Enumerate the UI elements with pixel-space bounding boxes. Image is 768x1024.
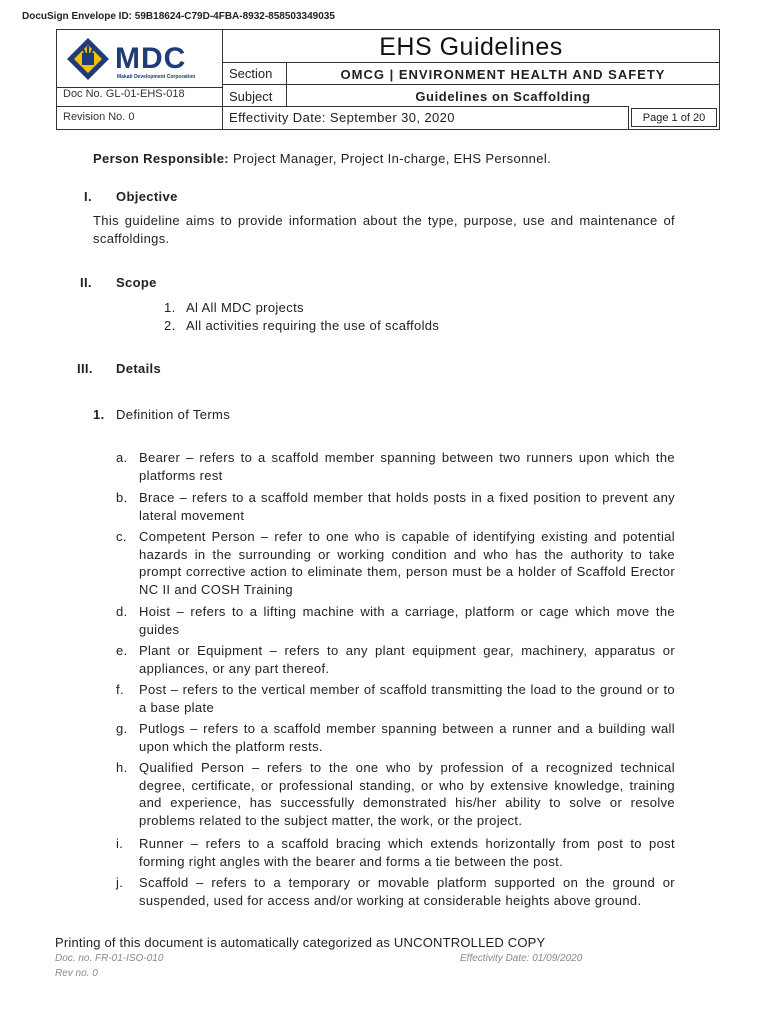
term-definition: Post – refers to the vertical member of scaffold transmitting the load to the ground or to a base plate bbox=[139, 682, 675, 715]
details-number: III. bbox=[77, 361, 93, 376]
term-definition: Plant or Equipment – refers to any plant equipment gear, machinery, apparatus or appliances, or any part thereof. bbox=[139, 643, 675, 676]
logo-subtitle: Makati Development Corporation bbox=[117, 74, 196, 80]
term-definition: Competent Person – refer to one who is capable of identifying existing and potential hazards in the surrounding or working condition and who has the authority to take prompt corrective action to eliminate them, person must be a holder of Scaffold Erector NC II and COSH Training bbox=[139, 529, 675, 597]
doc-number: Doc No. GL-01-EHS-018 bbox=[57, 87, 223, 106]
term-letter: g. bbox=[116, 721, 128, 736]
footer-revision: Rev no. 0 bbox=[55, 968, 98, 979]
term-definition: Bearer – refers to a scaffold member spanning between two runners upon which the platforms rest bbox=[139, 450, 675, 483]
term-definition: Brace – refers to a scaffold member that holds posts in a fixed position to prevent any lateral movement bbox=[139, 490, 675, 523]
footer-doc-number: Doc. no. FR-01-ISO-010 bbox=[55, 953, 164, 964]
term-definition: Runner – refers to a scaffold bracing which extends horizontally from post to post forming right angles with the bearer and forms a tie between the post. bbox=[139, 836, 675, 869]
objective-text: This guideline aims to provide information about the type, purpose, use and maintenance of scaffoldings. bbox=[93, 213, 675, 246]
term-letter: d. bbox=[116, 604, 128, 619]
person-responsible-label: Person Responsible: bbox=[93, 151, 229, 166]
company-logo bbox=[57, 30, 223, 87]
term-letter: j. bbox=[116, 875, 124, 890]
term-letter: i. bbox=[116, 836, 124, 851]
section-label: Section bbox=[223, 62, 287, 84]
document-title: EHS Guidelines bbox=[379, 33, 563, 61]
term-letter: e. bbox=[116, 643, 128, 658]
subject-label: Subject bbox=[223, 84, 287, 106]
effectivity-date: Effectivity Date: September 30, 2020 bbox=[223, 106, 629, 129]
term-definition: Scaffold – refers to a temporary or movable platform supported on the ground or suspended, used for access and/or working at considerable heights above ground. bbox=[139, 875, 675, 908]
definitions-heading: Definition of Terms bbox=[116, 407, 231, 422]
objective-number: I. bbox=[84, 189, 92, 204]
subject-value: Guidelines on Scaffolding bbox=[287, 84, 719, 106]
logo-wordmark: MDC bbox=[115, 42, 187, 75]
docusign-envelope-id: DocuSign Envelope ID: 59B18624-C79D-4FBA-8932-858503349035 bbox=[22, 11, 335, 22]
scope-item-num: 1. bbox=[164, 300, 176, 315]
term-definition: Qualified Person – refers to the one who by profession of a recognized technical degree, certificate, or professional standing, or who by extensive knowledge, training and experience, has successfully demonstrated his/her ability to solve or resolve problems related to the subject matter, the work, or the project. bbox=[139, 760, 675, 828]
mdc-logo-icon bbox=[65, 36, 111, 82]
scope-item: Al All MDC projects bbox=[186, 300, 304, 315]
term-definition: Putlogs – refers to a scaffold member spanning between a runner and a building wall upon which the platform rests. bbox=[139, 721, 675, 754]
scope-item: All activities requiring the use of scaffolds bbox=[186, 318, 440, 333]
details-heading: Details bbox=[116, 361, 162, 376]
scope-heading: Scope bbox=[116, 275, 157, 290]
document-header-table bbox=[56, 29, 720, 130]
scope-number: II. bbox=[80, 275, 92, 290]
person-responsible-value: Project Manager, Project In-charge, EHS Personnel. bbox=[232, 151, 552, 166]
revision-number: Revision No. 0 bbox=[57, 106, 223, 129]
section-value: OMCG | ENVIRONMENT HEALTH AND SAFETY bbox=[287, 62, 719, 84]
term-letter: f. bbox=[116, 682, 124, 697]
uncontrolled-copy-notice: Printing of this document is automatically categorized as UNCONTROLLED COPY bbox=[55, 935, 546, 950]
term-letter: a. bbox=[116, 450, 128, 465]
term-letter: b. bbox=[116, 490, 128, 505]
page-number: Page 1 of 20 bbox=[631, 108, 717, 127]
term-definition: Hoist – refers to a lifting machine with a carriage, platform or cage which move the guides bbox=[139, 604, 675, 637]
objective-heading: Objective bbox=[116, 189, 178, 204]
term-letter: h. bbox=[116, 760, 128, 775]
term-letter: c. bbox=[116, 529, 127, 544]
definitions-number: 1. bbox=[93, 407, 105, 422]
scope-item-num: 2. bbox=[164, 318, 176, 333]
footer-effectivity-date: Effectivity Date: 01/09/2020 bbox=[460, 953, 583, 964]
person-responsible bbox=[93, 151, 551, 166]
